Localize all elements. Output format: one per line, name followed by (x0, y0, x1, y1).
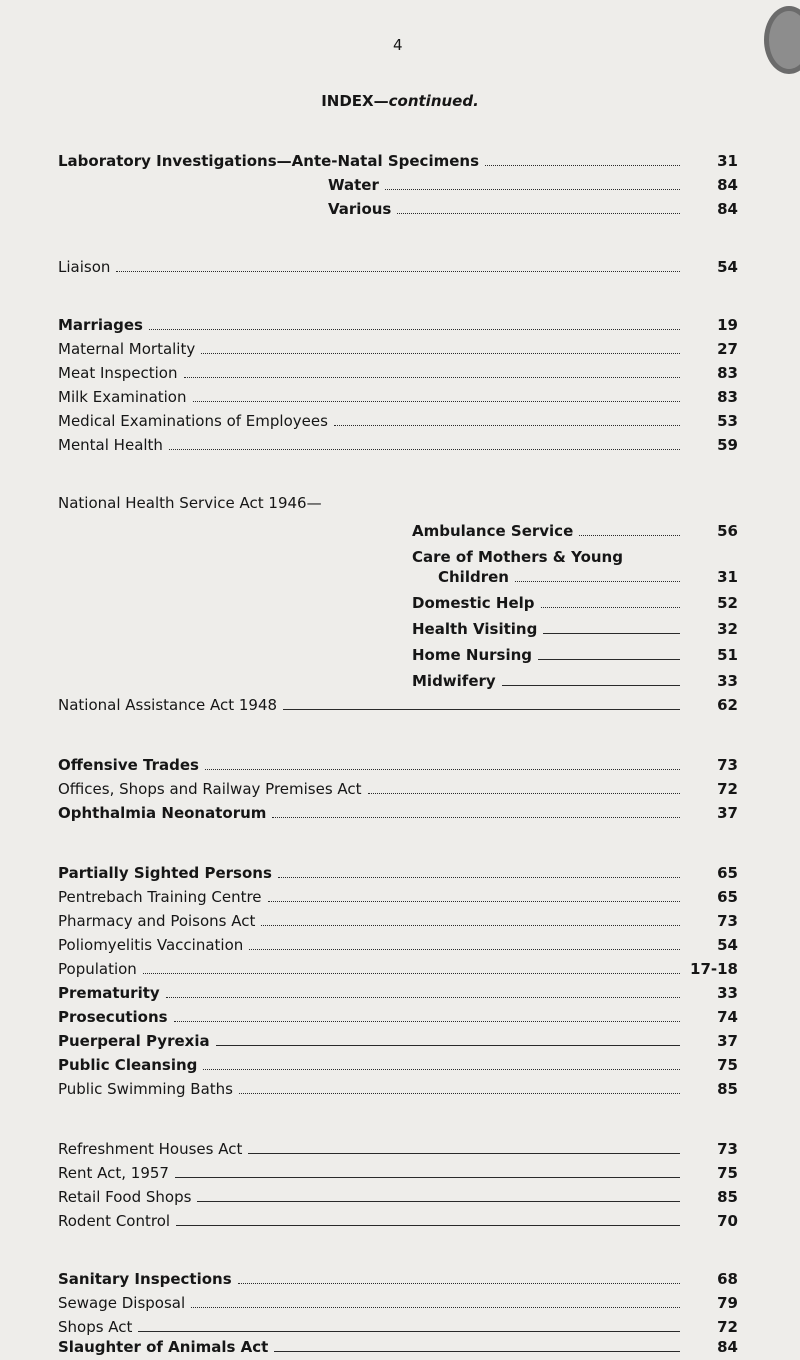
dot-leader (169, 449, 680, 450)
dot-leader (184, 377, 681, 378)
index-entry-laboratory (58, 150, 738, 172)
entry-label: Offices, Shops and Railway Premises Act (58, 780, 362, 798)
entry-label: Public Swimming Baths (58, 1080, 233, 1098)
entry-page: 84 (717, 176, 738, 194)
entry-page: 73 (717, 1140, 738, 1158)
entry-label: Sewage Disposal (58, 1294, 186, 1312)
dot-leader (174, 1021, 680, 1022)
dot-leader (149, 329, 680, 330)
entry-page: 84 (717, 1338, 738, 1356)
dot-leader (203, 1069, 680, 1070)
index-entry-midwifery (412, 670, 738, 692)
index-entry-ambulance-service (412, 520, 738, 542)
entry-label: National Assistance Act 1948 (58, 696, 278, 714)
entry-page: 65 (717, 888, 738, 906)
entry-label: Population (58, 960, 137, 978)
index-entry-retail-food-shops (58, 1186, 738, 1208)
dot-leader (143, 973, 680, 974)
dot-leader (541, 607, 680, 608)
dot-leader (176, 1225, 680, 1226)
index-entry-prosecutions (58, 1006, 738, 1028)
index-entry-milk-examination (58, 386, 738, 408)
entry-page: 72 (717, 780, 738, 798)
entry-page: 37 (717, 1032, 738, 1050)
care-of-mothers-line1: Care of Mothers & Young (412, 548, 623, 566)
entry-page: 33 (717, 984, 738, 1002)
index-entry-puerperal-pyrexia (58, 1030, 738, 1052)
dot-leader (261, 925, 680, 926)
entry-label: Poliomyelitis Vaccination (58, 936, 244, 954)
entry-label: Pharmacy and Poisons Act (58, 912, 256, 930)
dot-leader (248, 1153, 680, 1154)
entry-label: Sanitary Inspections (58, 1270, 232, 1288)
entry-label: Medical Examinations of Employees (58, 412, 328, 430)
entry-page: 54 (717, 258, 738, 276)
dot-leader (216, 1045, 680, 1046)
entry-page: 73 (717, 756, 738, 774)
index-entry-rent-act (58, 1162, 738, 1184)
entry-page: 51 (717, 646, 738, 664)
entry-page: 27 (717, 340, 738, 358)
index-entry-care-of-mothers (438, 566, 738, 588)
entry-page: 75 (717, 1056, 738, 1074)
entry-label: Domestic Help (412, 594, 535, 612)
index-entry-partially-sighted (58, 862, 738, 884)
index-entry-public-swimming-baths (58, 1078, 738, 1100)
entry-label: Retail Food Shops (58, 1188, 192, 1206)
dot-leader (166, 997, 680, 998)
entry-label: Puerperal Pyrexia (58, 1032, 210, 1050)
index-entry-sewage-disposal (58, 1292, 738, 1314)
index-entry-domestic-help (412, 592, 738, 614)
entry-page: 83 (717, 388, 738, 406)
index-entry-refreshment-houses (58, 1138, 738, 1160)
entry-label: Midwifery (412, 672, 496, 690)
index-entry-meat-inspection (58, 362, 738, 384)
index-entry-national-assistance-act (58, 694, 738, 716)
entry-page: 65 (717, 864, 738, 882)
dot-leader (272, 817, 680, 818)
dot-leader (205, 769, 680, 770)
entry-page: 32 (717, 620, 738, 638)
entry-label: Various (328, 200, 392, 218)
dot-leader (191, 1307, 680, 1308)
index-entry-home-nursing (412, 644, 738, 666)
entry-page: 70 (717, 1212, 738, 1230)
dot-leader (502, 685, 680, 686)
dot-leader (278, 877, 680, 878)
dot-leader (538, 659, 680, 660)
dot-leader (274, 1351, 680, 1352)
entry-label: Milk Examination (58, 388, 187, 406)
dot-leader (485, 165, 680, 166)
entry-label: Health Visiting (412, 620, 538, 638)
entry-page: 72 (717, 1318, 738, 1336)
index-entry-pentrebach (58, 886, 738, 908)
entry-page: 85 (717, 1080, 738, 1098)
entry-page: 84 (717, 200, 738, 218)
entry-label: Home Nursing (412, 646, 532, 664)
entry-page: 52 (717, 594, 738, 612)
entry-page: 85 (717, 1188, 738, 1206)
entry-label: Rent Act, 1957 (58, 1164, 169, 1182)
index-entry-slaughter-of-animals (58, 1336, 738, 1358)
index-entry-liaison (58, 256, 738, 278)
entry-page: 31 (717, 568, 738, 586)
index-entry-sanitary-inspections (58, 1268, 738, 1290)
index-entry-offensive-trades (58, 754, 738, 776)
index-entry-maternal-mortality (58, 338, 738, 360)
entry-page: 37 (717, 804, 738, 822)
index-entry-rodent-control (58, 1210, 738, 1232)
heading-main: INDEX— (321, 92, 389, 110)
dot-leader (397, 213, 680, 214)
entry-label: Marriages (58, 316, 143, 334)
entry-label: Slaughter of Animals Act (58, 1338, 269, 1356)
entry-label: Prosecutions (58, 1008, 168, 1026)
dot-leader (515, 581, 680, 582)
entry-page: 33 (717, 672, 738, 690)
entry-label: Prematurity (58, 984, 160, 1002)
entry-page: 19 (717, 316, 738, 334)
dot-leader (197, 1201, 680, 1202)
index-entry-prematurity (58, 982, 738, 1004)
entry-page: 62 (717, 696, 738, 714)
index-entry-poliomyelitis (58, 934, 738, 956)
dot-leader (283, 709, 680, 710)
entry-label: Public Cleansing (58, 1056, 198, 1074)
page-heading (0, 92, 800, 110)
dot-leader (138, 1331, 680, 1332)
index-entry-shops-act (58, 1316, 738, 1338)
entry-page: 53 (717, 412, 738, 430)
page-number: 4 (393, 36, 403, 54)
dot-leader (334, 425, 680, 426)
index-entry-medical-examinations (58, 410, 738, 432)
entry-page: 54 (717, 936, 738, 954)
entry-label: Liaison (58, 258, 111, 276)
index-entry-population (58, 958, 738, 980)
entry-page: 56 (717, 522, 738, 540)
index-entry-offices-shops (58, 778, 738, 800)
entry-page: 68 (717, 1270, 738, 1288)
index-entry-water (328, 174, 738, 196)
dot-leader (201, 353, 680, 354)
entry-page: 73 (717, 912, 738, 930)
dot-leader (268, 901, 680, 902)
dot-leader (238, 1283, 680, 1284)
entry-label: Meat Inspection (58, 364, 178, 382)
dot-leader (385, 189, 680, 190)
entry-label: Laboratory Investigations—Ante-Natal Specimens (58, 152, 479, 170)
entry-label: Rodent Control (58, 1212, 171, 1230)
dot-leader (116, 271, 680, 272)
dot-leader (579, 535, 680, 536)
index-entry-pharmacy-poisons (58, 910, 738, 932)
index-entry-marriages (58, 314, 738, 336)
heading-sub: continued. (388, 92, 479, 110)
index-entry-public-cleansing (58, 1054, 738, 1076)
entry-label: Shops Act (58, 1318, 133, 1336)
entry-label: Partially Sighted Persons (58, 864, 272, 882)
dot-leader (543, 633, 680, 634)
entry-page: 83 (717, 364, 738, 382)
entry-label: Offensive Trades (58, 756, 199, 774)
index-entry-various (328, 198, 738, 220)
entry-label: Water (328, 176, 379, 194)
entry-label: Refreshment Houses Act (58, 1140, 243, 1158)
index-entry-ophthalmia-neonatorum (58, 802, 738, 824)
entry-page: 17-18 (690, 960, 738, 978)
entry-label: Children (438, 568, 509, 586)
entry-page: 75 (717, 1164, 738, 1182)
dot-leader (175, 1177, 680, 1178)
entry-label: Ophthalmia Neonatorum (58, 804, 267, 822)
nhs-act-heading: National Health Service Act 1946— (58, 494, 322, 512)
page-corner-mark (764, 6, 800, 74)
dot-leader (249, 949, 680, 950)
dot-leader (193, 401, 681, 402)
entry-page: 79 (717, 1294, 738, 1312)
entry-page: 59 (717, 436, 738, 454)
dot-leader (368, 793, 680, 794)
dot-leader (239, 1093, 680, 1094)
entry-label: Mental Health (58, 436, 163, 454)
index-entry-health-visiting (412, 618, 738, 640)
index-entry-mental-health (58, 434, 738, 456)
entry-label: Pentrebach Training Centre (58, 888, 262, 906)
entry-page: 31 (717, 152, 738, 170)
entry-label: Maternal Mortality (58, 340, 196, 358)
entry-page: 74 (717, 1008, 738, 1026)
entry-label: Ambulance Service (412, 522, 574, 540)
